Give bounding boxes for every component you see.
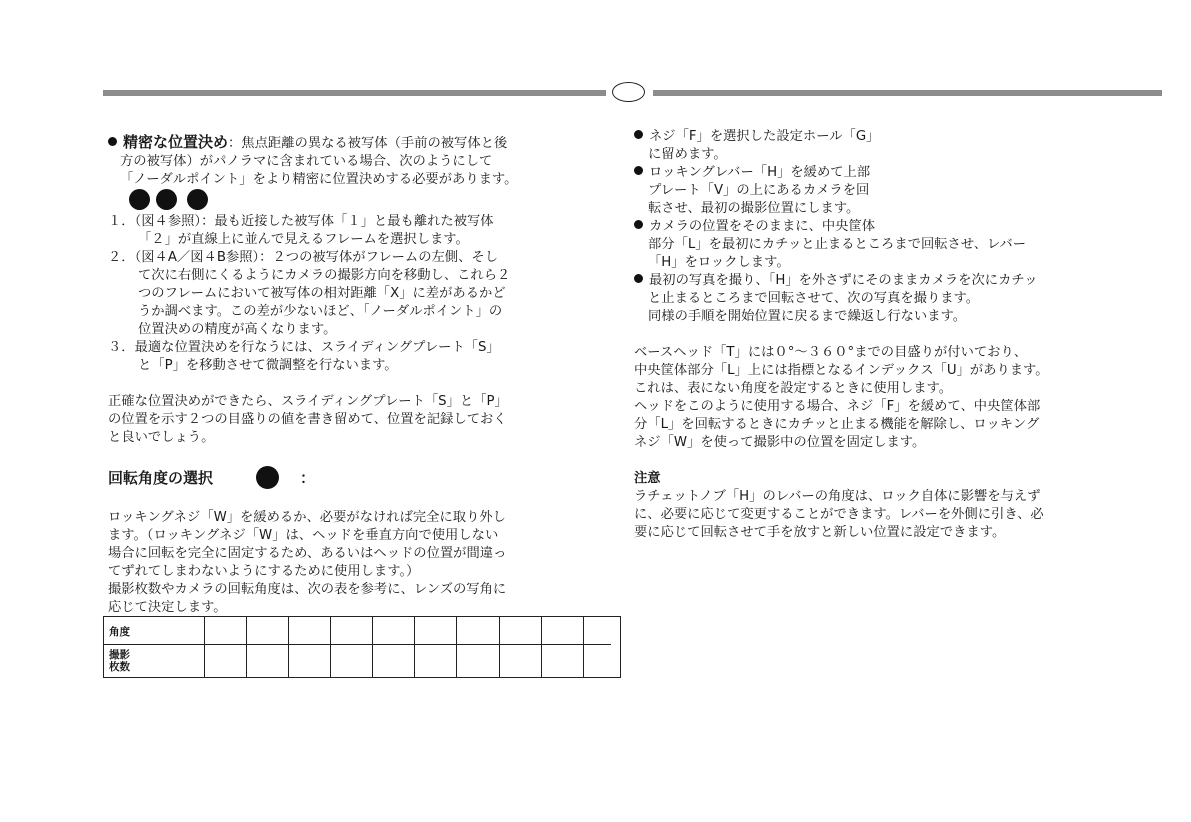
left-column bbox=[108, 133, 578, 617]
step-text: 「２」が直線上に並んで見えるフレームを選択します。 bbox=[138, 232, 469, 247]
procedure-text: プレート「V」の上にあるカメラを回 bbox=[648, 183, 870, 198]
table-row-shots bbox=[104, 644, 620, 678]
table-column-divider bbox=[204, 617, 205, 677]
table-row-angle bbox=[104, 617, 620, 644]
base-head-text: これは、表にない角度を設定するときに使用します。 bbox=[634, 381, 953, 396]
section-text: ロッキングネジ「W」を緩めるか、必要がなければ完全に取り外し bbox=[108, 510, 506, 525]
table-column-divider bbox=[246, 617, 247, 677]
step-text: ３．最適な位置決めを行なうには、スライディングプレート「S」 bbox=[108, 340, 500, 355]
intro-text: 方の被写体）がパノラマに含まれている場合、次のようにして bbox=[120, 154, 493, 169]
figure-marker-icon bbox=[256, 466, 279, 489]
intro-text: 「ノーダルポイント」をより精密に位置決めする必要があります。 bbox=[120, 172, 518, 187]
procedure-bullet: カメラの位置をそのままに、中央筐体 bbox=[634, 218, 1114, 236]
row-label-shots-line2: 枚数 bbox=[109, 661, 130, 673]
step-text: 位置決めの精度が高くなります。 bbox=[138, 322, 337, 337]
figure-marker-icon bbox=[156, 189, 177, 210]
header-rule-left bbox=[103, 90, 606, 96]
section-text: 撮影枚数やカメラの回転角度は、次の表を参考に、レンズの写角に bbox=[108, 582, 507, 597]
record-text: と良いでしょう。 bbox=[108, 430, 215, 445]
procedure-bullet: ネジ「F」を選択した設定ホール「G」 bbox=[634, 128, 1114, 146]
section-text: 応じて決定します。 bbox=[108, 600, 227, 615]
note-text: ラチェットノブ「H」のレバーの角度は、ロック自体に影響を与えず bbox=[634, 489, 1041, 504]
base-head-text: 中央筐体部分「L」上には指標となるインデックス「U」があります。 bbox=[634, 363, 1049, 378]
angle-shots-table bbox=[103, 616, 621, 678]
base-head-text: ネジ「W」を使って撮影中の位置を固定します。 bbox=[634, 435, 926, 450]
page-number-oval bbox=[612, 82, 645, 102]
intro-text: ：焦点距離の異なる被写体（手前の被写体と後 bbox=[228, 136, 508, 151]
note-text: 要に応じて回転させて手を放すと新しい位置に設定できます。 bbox=[634, 525, 1006, 540]
intro-heading: 精密な位置決め bbox=[123, 133, 229, 151]
procedure-text: と止まるところまで回転させて、次の写真を撮ります。 bbox=[648, 291, 980, 306]
step-text: ２．（図４A／図４B参照）：２つの被写体がフレームの左側、そし bbox=[108, 250, 498, 265]
header-rule-right bbox=[653, 90, 1162, 96]
procedure-text: に留めます。 bbox=[648, 147, 727, 162]
table-column-divider bbox=[288, 617, 289, 677]
right-column bbox=[634, 128, 1114, 542]
section-text: 場合に回転を完全に固定するため、あるいはヘッドの位置が間違っ bbox=[108, 546, 507, 561]
bullet-icon bbox=[634, 130, 643, 139]
table-column-divider bbox=[541, 617, 542, 677]
step-text: うか調べます。この差が少ないほど、「ノーダルポイント」の bbox=[138, 304, 503, 319]
bullet-icon bbox=[634, 166, 643, 175]
section-colon: ： bbox=[300, 469, 316, 487]
step-text: つのフレームにおいて被写体の相対距離「X」に差があるかど bbox=[138, 286, 506, 301]
figure-marker-icon bbox=[187, 189, 208, 210]
base-head-text: 分「L」を回転するときにカチッと止まる機能を解除し、ロッキング bbox=[634, 417, 1040, 432]
figure-marker-group bbox=[108, 189, 578, 213]
procedure-text: 転させ、最初の撮影位置にします。 bbox=[648, 201, 860, 216]
figure-marker-icon bbox=[129, 189, 150, 210]
table-column-divider bbox=[583, 617, 584, 677]
procedure-bullet: ロッキングレバー「H」を緩めて上部 bbox=[634, 164, 1114, 182]
row-label-angle: 角度 bbox=[109, 626, 130, 638]
record-text: 正確な位置決めができたら、スライディングプレート「S」と「P」 bbox=[108, 394, 508, 409]
note-text: に、必要に応じて変更することができます。レバーを外側に引き、必 bbox=[634, 507, 1044, 522]
table-column-divider bbox=[456, 617, 457, 677]
table-column-divider bbox=[330, 617, 331, 677]
base-head-text: ヘッドをこのように使用する場合、ネジ「F」を緩めて、中央筐体部 bbox=[634, 399, 1041, 414]
bullet-icon bbox=[634, 274, 643, 283]
step-text: １．（図４参照）：最も近接した被写体「１」と最も離れた被写体 bbox=[108, 214, 494, 229]
section-text: ます。（ロッキングネジ「W」は、ヘッドを垂直方向で使用しない bbox=[108, 528, 499, 543]
table-column-divider bbox=[414, 617, 415, 677]
step-text: と「P」を移動させて微調整を行ないます。 bbox=[138, 358, 398, 373]
step-text: て次に右側にくるようにカメラの撮影方向を移動し、これら２ bbox=[138, 268, 511, 283]
procedure-text: 部分「L」を最初にカチッと止まるところまで回転させ、レバー bbox=[648, 237, 1026, 252]
table-column-divider bbox=[499, 617, 500, 677]
bullet-icon bbox=[108, 137, 117, 146]
section-title bbox=[108, 469, 578, 491]
record-text: の位置を示す２つの目盛りの値を書き留めて、位置を記録しておく bbox=[108, 412, 507, 427]
base-head-text: ベースヘッド「T」には０°～３６０°までの目盛りが付いており、 bbox=[634, 345, 1028, 360]
row-label-shots-line1: 撮影 bbox=[109, 649, 130, 661]
procedure-bullet: 最初の写真を撮り、「H」を外さずにそのままカメラを次にカチッ bbox=[634, 272, 1114, 290]
note-title: 注意 bbox=[634, 471, 661, 486]
section-title-text: 回転角度の選択 bbox=[108, 469, 214, 487]
table-column-divider bbox=[372, 617, 373, 677]
intro-first-line bbox=[108, 133, 578, 153]
section-text: てずれてしまわないようにするために使用します。） bbox=[108, 564, 420, 579]
bullet-icon bbox=[634, 220, 643, 229]
procedure-text: 「H」をロックします。 bbox=[648, 255, 790, 270]
procedure-text: 同様の手順を開始位置に戻るまで繰返し行ないます。 bbox=[648, 309, 967, 324]
row-label-shots bbox=[109, 649, 130, 673]
